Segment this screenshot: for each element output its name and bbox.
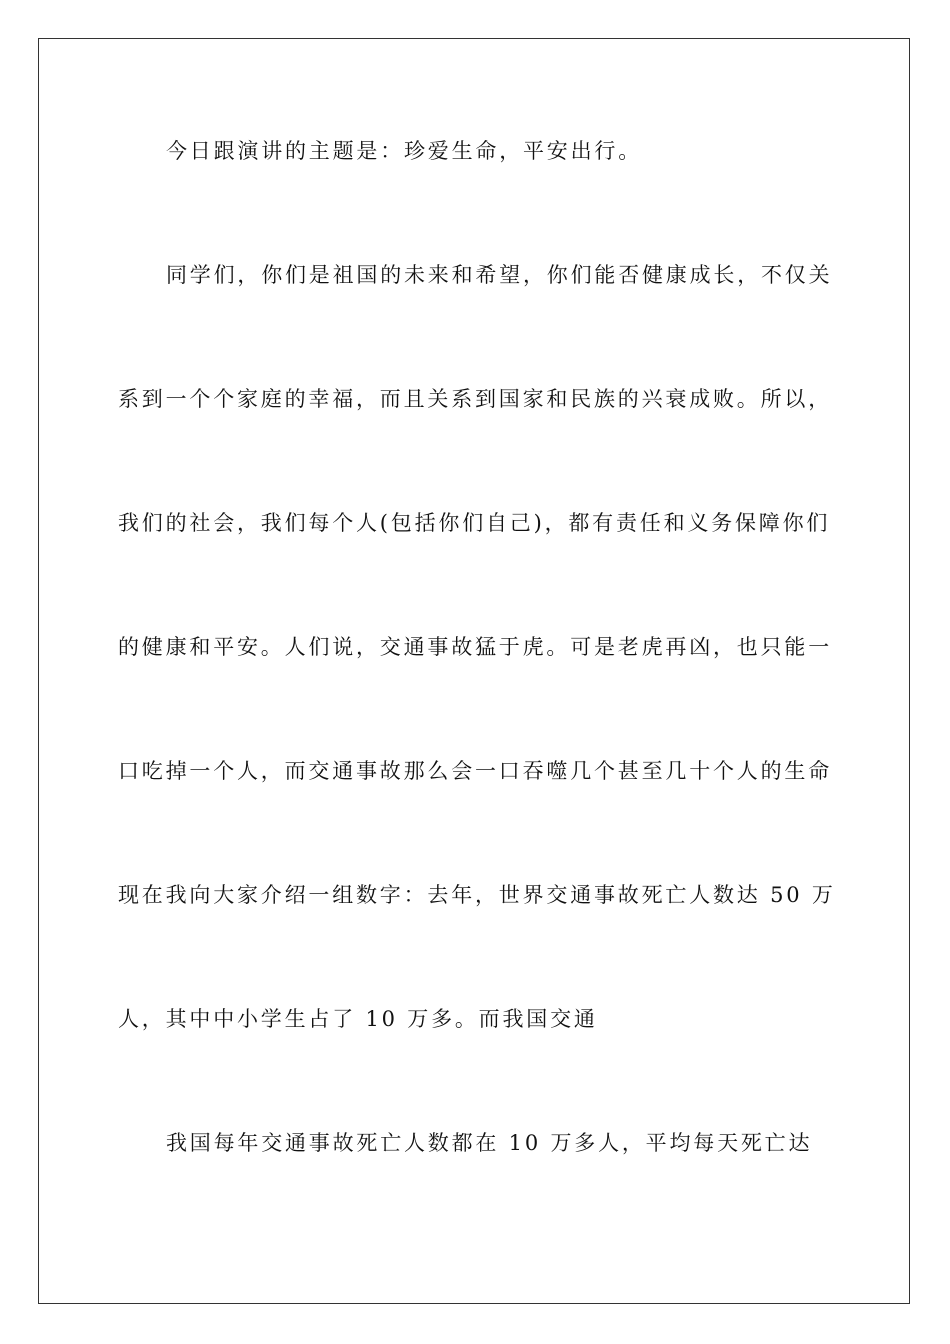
paragraph-line-3: 系到一个个家庭的幸福，而且关系到国家和民族的兴衰成败。所以， [118, 387, 832, 411]
paragraph-line-7: 现在我向大家介绍一组数字：去年，世界交通事故死亡人数达 50 万 [118, 883, 836, 907]
paragraph-line-8: 人，其中中小学生占了 10 万多。而我国交通 [118, 1007, 598, 1031]
paragraph-line-2: 同学们，你们是祖国的未来和希望，你们能否健康成长，不仅关 [166, 263, 833, 287]
paragraph-line-1: 今日跟演讲的主题是：珍爱生命，平安出行。 [166, 139, 642, 163]
paragraph-line-9: 我国每年交通事故死亡人数都在 10 万多人，平均每天死亡达 [166, 1131, 813, 1155]
paragraph-line-6: 口吃掉一个人，而交通事故那么会一口吞噬几个甚至几十个人的生命 [118, 759, 832, 783]
paragraph-line-5: 的健康和平安。人们说，交通事故猛于虎。可是老虎再凶，也只能一 [118, 635, 832, 659]
page-border [38, 38, 910, 1304]
paragraph-line-4: 我们的社会，我们每个人(包括你们自己)，都有责任和义务保障你们 [118, 511, 831, 535]
